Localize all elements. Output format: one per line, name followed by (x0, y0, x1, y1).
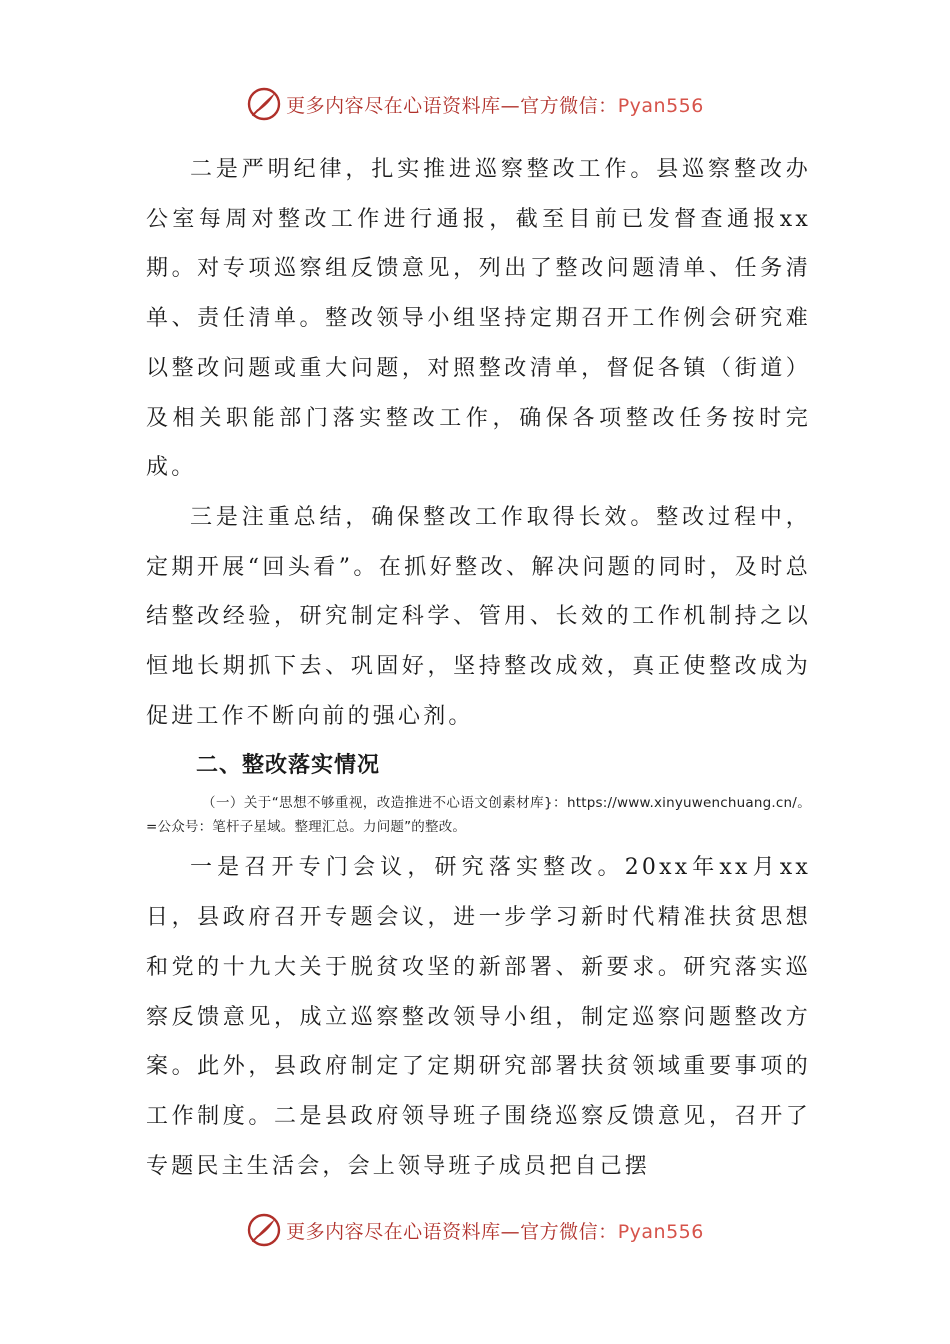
footer-banner-text (286, 1217, 704, 1244)
paragraph-summary: 三是注重总结，确保整改工作取得长效。整改过程中，定期开展“回头看”。在抓好整改、解决问题的同时，及时总结整改经验，研究制定科学、管用、长效的工作机制持之以恒地长期抓下去、巩固好，坚持整改成效，真正使整改成为促进工作不断向前的强心剂。 (146, 504, 811, 729)
banner-label: 官方微信： (520, 1220, 618, 1243)
header-watermark-banner (0, 84, 950, 124)
quill-logo-icon (246, 1212, 282, 1248)
banner-main-text: 更多内容尽在心语资料库 (286, 1220, 501, 1243)
banner-label: 官方微信： (520, 94, 618, 117)
document-body (146, 145, 811, 1191)
quill-logo-icon (246, 86, 282, 122)
paragraph-meeting: 一是召开专门会议，研究落实整改。20xx年xx月xx日，县政府召开专题会议，进一步学习新时代精准扶贫思想和党的十九大关于脱贫攻坚的新部署、新要求。研究落实巡察反馈意见，成立巡察整改领导小组，制定巡察问题整改方案。此外，县政府制定了定期研究部署扶贫领域重要事项的工作制度。二是县政府领导班子围绕巡察反馈意见，召开了专题民主生活会，会上领导班子成员把自己摆 (146, 855, 811, 1179)
banner-separator: — (500, 1220, 521, 1243)
footer-watermark-banner (0, 1210, 950, 1250)
header-banner-text (286, 91, 704, 118)
paragraph-discipline: 二是严明纪律，扎实推进巡察整改工作。县巡察整改办公室每周对整改工作进行通报，截至目前已发督查通报xx期。对专项巡察组反馈意见，列出了整改问题清单、任务清单、责任清单。整改领导小组坚持定期召开工作例会研究难以整改问题或重大问题，对照整改清单，督促各镇（街道）及相关职能部门落实整改工作，确保各项整改任务按时完成。 (146, 157, 811, 481)
banner-handle: Pyan556 (617, 94, 704, 117)
subsection-note: （一）关于“思想不够重视，改造推进不心语文创素材库}：https://www.xinyuwenchuang.cn/。=公众号：笔杆子星域。整理汇总。力问题”的整改。 (146, 795, 811, 836)
section-heading: 二、整改落实情况 (196, 753, 381, 779)
banner-handle: Pyan556 (617, 1220, 704, 1243)
banner-separator: — (500, 94, 521, 117)
banner-main-text: 更多内容尽在心语资料库 (286, 94, 501, 117)
